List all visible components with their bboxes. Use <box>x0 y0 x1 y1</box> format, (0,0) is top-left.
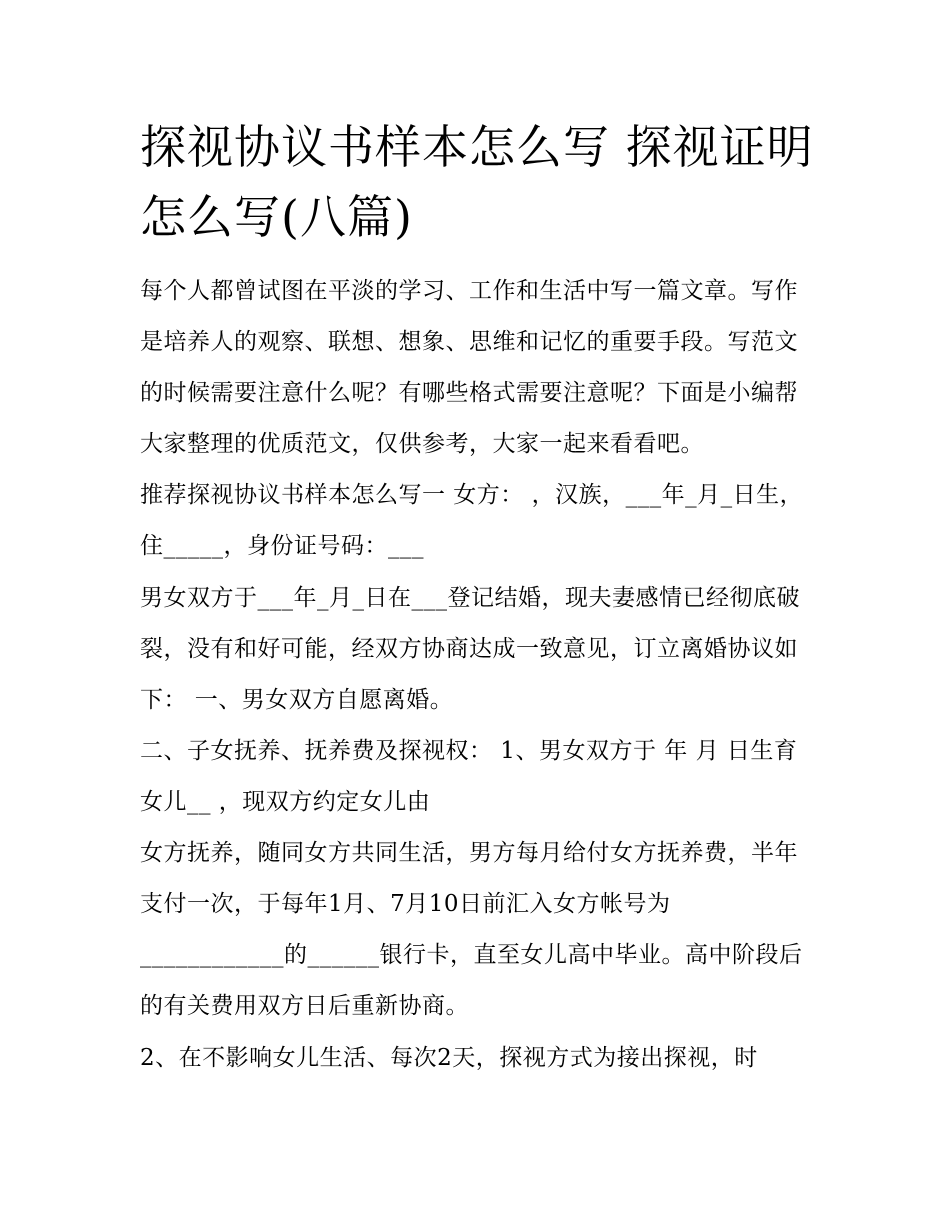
document-page <box>140 112 820 1084</box>
marriage-paragraph: 男女双方于___年_月_日在___登记结婚，现夫妻感情已经彻底破裂，没有和好可能，经双方协商达成一致意见，订立离婚协议如下： 一、男女双方自愿离婚。 <box>140 585 800 713</box>
visitation-paragraph: 2、在不影响女儿生活、每次2天，探视方式为接出探视，时 <box>140 1045 758 1071</box>
party-info-paragraph: 推荐探视协议书样本怎么写一 女方： ，汉族，___年_月_日生，住_____，身份证号码：___ <box>140 482 804 559</box>
intro-paragraph: 每个人都曾试图在平淡的学习、工作和生活中写一篇文章。写作是培养人的观察、联想、想象、思维和记忆的重要手段。写范文的时候需要注意什么呢？有哪些格式需要注意呢？下面是小编帮大家整理的优质范文，仅供参考，大家一起来看看吧。 <box>140 278 798 457</box>
child-support-paragraph: 女方抚养，随同女方共同生活，男方每月给付女方抚养费，半年支付一次，于每年1月、7月10日前汇入女方帐号为 ____________的______银行卡，直至女儿高中毕业。高中阶段后的有关费用双方日后重新协商。 <box>140 840 803 1019</box>
child-custody-paragraph: 二、子女抚养、抚养费及探视权： 1、男女双方于 年 月 日生育女儿__ ，现双方约定女儿由 <box>140 738 798 815</box>
document-title: 探视协议书样本怎么写 探视证明怎么写(八篇) <box>140 120 814 244</box>
